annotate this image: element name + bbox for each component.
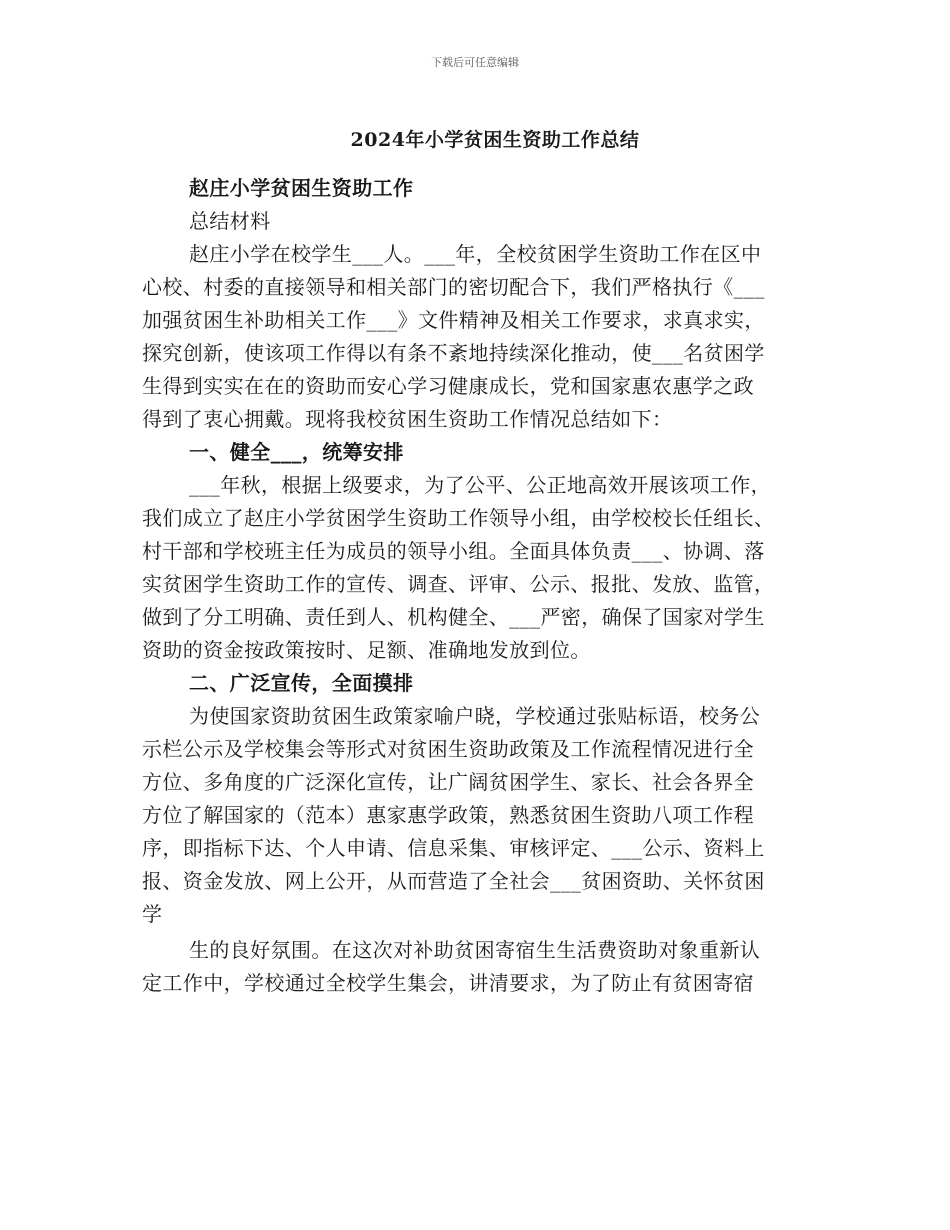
text-line: 心校、村委的直接领导和相关部门的密切配合下，我们严格执行《___ <box>142 275 765 299</box>
text-line: 生的良好氛围。在这次对补助贫困寄宿生生活费资助对象重新认 <box>189 938 761 962</box>
text-line: 村干部和学校班主任为成员的领导小组。全面具体负责___、协调、落 <box>142 539 765 563</box>
text-line: 加强贫困生补助相关工作___》文件精神及相关工作要求，求真求实， <box>142 308 765 332</box>
text-line: 总结材料 <box>189 209 271 233</box>
document-title: 2024年小学贫困生资助工作总结 <box>350 129 640 151</box>
text-line: 资助的资金按政策按时、足额、准确地发放到位。 <box>142 638 591 662</box>
text-line: 方位、多角度的广泛深化宣传，让广阔贫困学生、家长、社会各界全 <box>142 770 754 794</box>
text-line: ___年秋，根据上级要求，为了公平、公正地高效开展该项工作， <box>189 473 771 497</box>
text-line: 学 <box>142 902 163 926</box>
text-line: 生得到实实在在的资助而安心学习健康成长，党和国家惠农惠学之政 <box>142 374 754 398</box>
text-line: 实贫困学生资助工作的宣传、调查、评审、公示、报批、发放、监管， <box>142 572 775 596</box>
text-line: 探究创新，使该项工作得以有条不紊地持续深化推动，使___名贫困学 <box>142 341 765 365</box>
section-heading: 二、广泛宣传，全面摸排 <box>189 671 414 695</box>
section-heading: 一、健全___，统筹安排 <box>189 440 404 464</box>
page-header-note: 下载后可任意编辑 <box>431 56 519 69</box>
text-line: 为使国家资助贫困生政策家喻户晓，学校通过张贴标语，校务公 <box>189 704 761 728</box>
text-line: 得到了衷心拥戴。现将我校贫困生资助工作情况总结如下： <box>142 407 673 431</box>
text-line: 我们成立了赵庄小学贫困学生资助工作领导小组，由学校校长任组长、 <box>142 506 775 530</box>
text-line: 示栏公示及学校集会等形式对贫困生资助政策及工作流程情况进行全 <box>142 737 754 761</box>
section-heading: 赵庄小学贫困生资助工作 <box>189 176 414 200</box>
text-line: 序，即指标下达、个人申请、信息采集、审核评定、___公示、资料上 <box>142 836 765 860</box>
text-line: 报、资金发放、网上公开，从而营造了全社会___贫困资助、关怀贫困 <box>142 869 765 893</box>
text-line: 做到了分工明确、责任到人、机构健全、___严密，确保了国家对学生 <box>142 605 765 629</box>
text-line: 定工作中，学校通过全校学生集会，讲清要求，为了防止有贫困寄宿 <box>142 971 754 995</box>
document-body <box>142 172 822 1000</box>
text-line: 赵庄小学在校学生___人。___年，全校贫困学生资助工作在区中 <box>189 242 762 266</box>
text-line: 方位了解国家的（范本）惠家惠学政策，熟悉贫困生资助八项工作程 <box>142 803 754 827</box>
